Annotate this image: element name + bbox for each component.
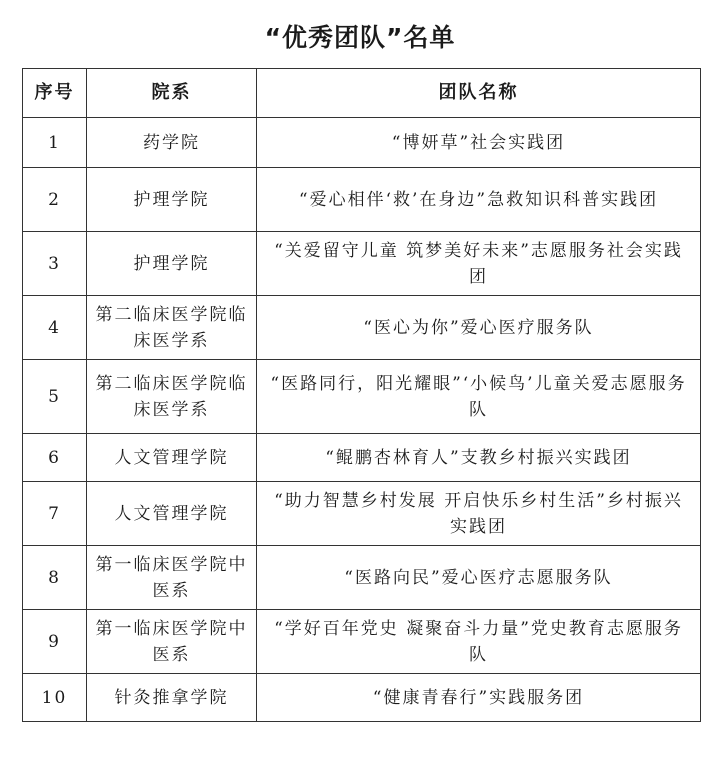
row-team-name: “医路向民”爱心医疗志愿服务队	[257, 546, 701, 610]
table-row	[23, 360, 701, 434]
row-department: 护理学院	[87, 168, 257, 232]
row-department: 针灸推拿学院	[87, 674, 257, 722]
row-index: 10	[23, 674, 87, 722]
row-department: 第一临床医学院中医系	[87, 546, 257, 610]
row-team-name: “爱心相伴‘救’在身边”急救知识科普实践团	[257, 168, 701, 232]
row-team-name: “健康青春行”实践服务团	[257, 674, 701, 722]
row-department: 人文管理学院	[87, 434, 257, 482]
header-index: 序号	[23, 69, 87, 118]
row-index: 7	[23, 482, 87, 546]
page-title: “优秀团队”名单	[264, 23, 456, 52]
row-department: 药学院	[87, 118, 257, 168]
row-index: 4	[23, 296, 87, 360]
header-team-name: 团队名称	[257, 69, 701, 118]
table-row	[23, 434, 701, 482]
table-row	[23, 482, 701, 546]
row-department: 护理学院	[87, 232, 257, 296]
row-index: 3	[23, 232, 87, 296]
row-team-name: “鲲鹏杏林育人”支教乡村振兴实践团	[257, 434, 701, 482]
row-team-name: “医路同行，阳光耀眼”‘小候鸟’儿童关爱志愿服务队	[257, 360, 701, 434]
header-department: 院系	[87, 69, 257, 118]
table-row	[23, 232, 701, 296]
row-index: 2	[23, 168, 87, 232]
table-row	[23, 296, 701, 360]
row-index: 6	[23, 434, 87, 482]
row-team-name: “学好百年党史 凝聚奋斗力量”党史教育志愿服务队	[257, 610, 701, 674]
row-department: 人文管理学院	[87, 482, 257, 546]
row-team-name: “医心为你”爱心医疗服务队	[257, 296, 701, 360]
table-row	[23, 610, 701, 674]
table-row	[23, 546, 701, 610]
row-team-name: “助力智慧乡村发展 开启快乐乡村生活”乡村振兴实践团	[257, 482, 701, 546]
team-roster-table	[22, 68, 701, 722]
table-row	[23, 118, 701, 168]
row-team-name: “关爱留守儿童 筑梦美好未来”志愿服务社会实践团	[257, 232, 701, 296]
table-header-row	[23, 69, 701, 118]
row-index: 9	[23, 610, 87, 674]
table-row	[23, 168, 701, 232]
row-department: 第二临床医学院临床医学系	[87, 360, 257, 434]
row-index: 5	[23, 360, 87, 434]
row-index: 1	[23, 118, 87, 168]
row-department: 第一临床医学院中医系	[87, 610, 257, 674]
row-team-name: “博妍草”社会实践团	[257, 118, 701, 168]
table-row	[23, 674, 701, 722]
row-index: 8	[23, 546, 87, 610]
row-department: 第二临床医学院临床医学系	[87, 296, 257, 360]
